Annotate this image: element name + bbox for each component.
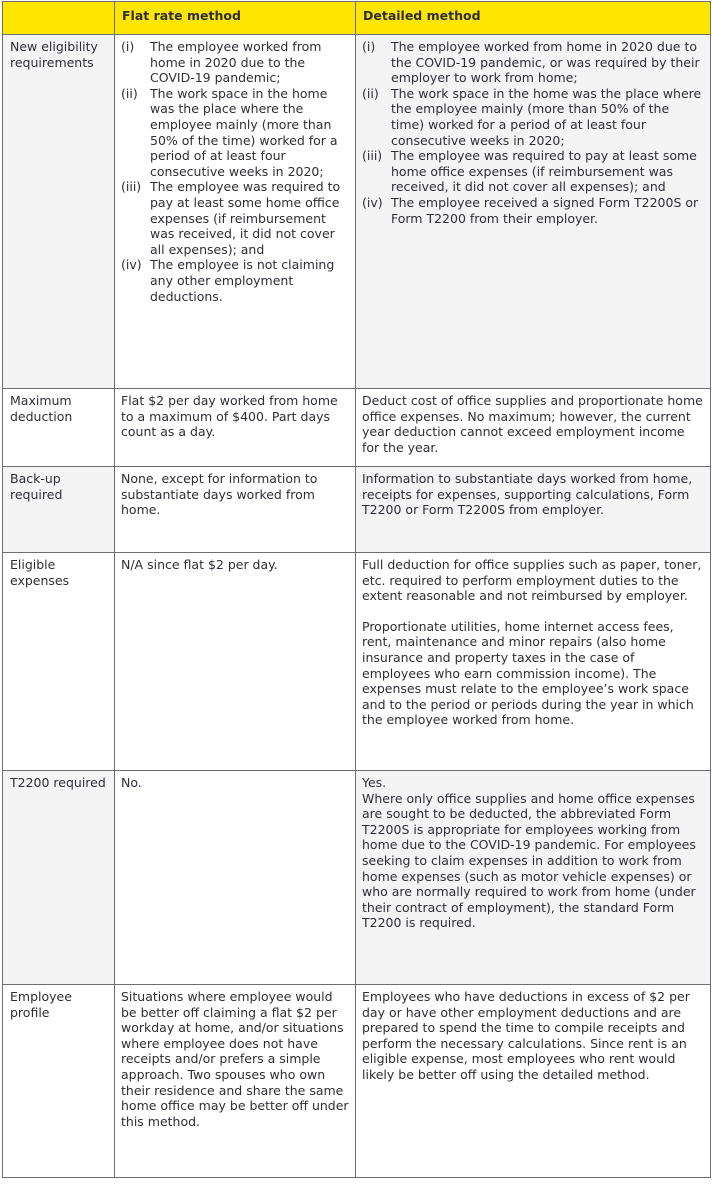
detailed-requirements-list (362, 39, 705, 226)
detailed-cell (356, 985, 711, 1178)
cell-text: Full deduction for office supplies such as paper, toner, etc. required to perform employment duties to the extent reasonable and not reimbursed by employer. (362, 557, 702, 604)
cell-text: Flat $2 per day worked from home to a maximum of $400. Part days count as a day. (121, 393, 338, 440)
cell-text: Proportionate utilities, home internet access fees, rent, maintenance and minor repairs (also home insurance and property taxes in the case of employees who earn commission income). The expenses must relate to the employee’s work space and to the period or periods during the year in which the employee worked from home. (362, 618, 694, 728)
cell-text: Employees who have deductions in excess of $2 per day or have other employment deductions and are prepared to spend the time to compile receipts and perform the necessary calculations. Since rent is an eligible expense, most employees who rent would likely be better off using the detailed method. (362, 989, 690, 1082)
detailed-cell (356, 553, 711, 771)
item-text: The employee received a signed Form T2200S or Form T2200 from their employer. (391, 194, 699, 226)
flat-cell (115, 467, 356, 553)
item-number: (iv) (362, 194, 383, 210)
header-detailed: Detailed method (356, 2, 711, 35)
row-employee-profile (3, 985, 711, 1178)
item-text: The employee was required to pay at least some home office expenses (if reimbursement was received, it did not cover all expenses); and (150, 179, 341, 257)
row-label: New eligibility requirements (3, 35, 115, 389)
flat-requirements-list (121, 39, 350, 304)
detailed-cell (356, 467, 711, 553)
cell-text: N/A since flat $2 per day. (121, 557, 278, 572)
header-flat-rate: Flat rate method (115, 2, 356, 35)
row-maximum-deduction (3, 389, 711, 467)
cell-text: Information to substantiate days worked from home, receipts for expenses, supporting calculations, Form T2200 or Form T2200S from employer. (362, 471, 693, 518)
flat-cell (115, 985, 356, 1178)
item-text: The employee was required to pay at least some home office expenses (if reimbursement was received, it did not cover all expenses); and (391, 148, 697, 195)
flat-cell (115, 553, 356, 771)
row-label: Employee profile (3, 985, 115, 1178)
row-backup-required (3, 467, 711, 553)
detailed-cell (356, 771, 711, 985)
flat-cell (115, 35, 356, 389)
item-text: The employee worked from home in 2020 due to the COVID-19 pandemic, or was required by their employer to work from home; (391, 39, 700, 86)
detailed-cell (356, 35, 711, 389)
item-text: The employee is not claiming any other employment deductions. (150, 257, 335, 304)
item-number: (i) (362, 39, 376, 54)
list-item (121, 39, 350, 86)
flat-cell (115, 389, 356, 467)
row-label: T2200 required (3, 771, 115, 985)
item-number: (iv) (121, 257, 142, 273)
cell-text: Yes. (362, 775, 387, 790)
list-item (121, 257, 350, 304)
row-eligibility (3, 35, 711, 389)
row-label: Eligible expenses (3, 553, 115, 771)
item-number: (iii) (121, 179, 142, 195)
comparison-table (2, 1, 711, 1178)
list-item (121, 86, 350, 180)
list-item (362, 86, 705, 148)
item-number: (ii) (362, 85, 379, 101)
item-number: (iii) (362, 148, 383, 164)
row-t2200-required (3, 771, 711, 985)
cell-text: Situations where employee would be better off claiming a flat $2 per workday at home, and/or situations where employee does not have receipts and/or prefers a simple approach. Two spouses who own their residence and share the same home office may be better off under this method. (121, 989, 349, 1129)
cell-text: No. (121, 775, 142, 790)
item-number: (ii) (121, 85, 138, 101)
header-row (3, 2, 711, 35)
cell-text: Where only office supplies and home office expenses are sought to be deducted, the abbreviated Form T2200S is appropriate for employees working from home due to the COVID-19 pandemic. For employees seeking to claim expenses in addition to work from home expenses (such as motor vehicle expenses) or who are normally required to work from home (under their contract of employment), the standard Form T2200 is required. (362, 790, 696, 931)
row-label: Maximum deduction (3, 389, 115, 467)
header-blank (3, 2, 115, 35)
list-item (362, 39, 705, 86)
cell-text: None, except for information to substantiate days worked from home. (121, 471, 318, 518)
row-label: Back-up required (3, 467, 115, 553)
item-number: (i) (121, 39, 135, 54)
item-text: The work space in the home was the place where the employee mainly (more than 50% of the time) worked for a period of at least four consecutive weeks in 2020; (391, 85, 702, 148)
row-eligible-expenses (3, 553, 711, 771)
detailed-cell (356, 389, 711, 467)
item-text: The employee worked from home in 2020 due to the COVID-19 pandemic; (150, 39, 322, 86)
list-item (121, 179, 350, 257)
flat-cell (115, 771, 356, 985)
item-text: The work space in the home was the place where the employee mainly (more than 50% of the time) worked for a period of at least four consecutive weeks in 2020; (150, 85, 338, 179)
list-item (362, 148, 705, 195)
cell-text: Deduct cost of office supplies and proportionate home office expenses. No maximum; however, the current year deduction cannot exceed employment income for the year. (362, 393, 703, 455)
list-item (362, 195, 705, 226)
